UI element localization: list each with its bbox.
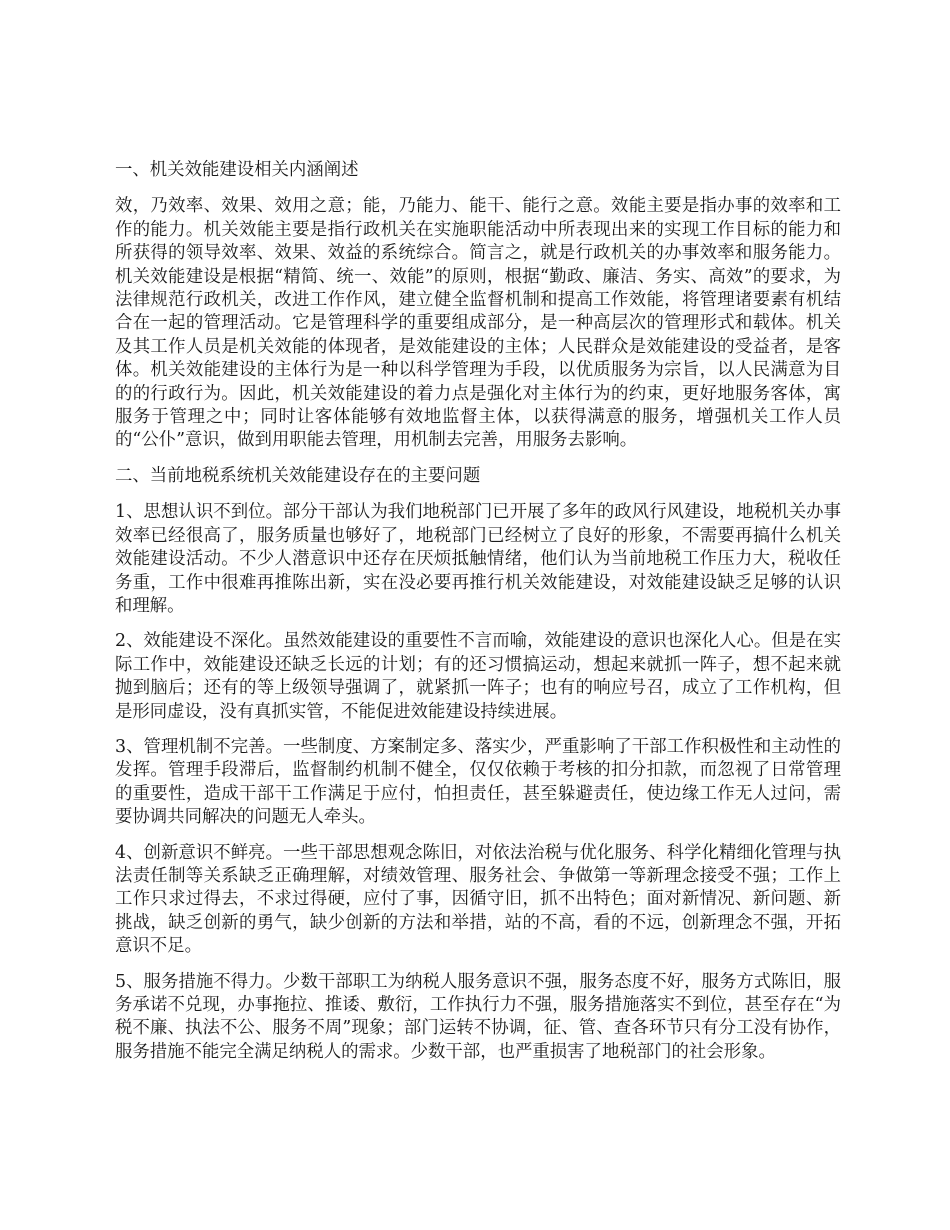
paragraph-problem-4: 4、创新意识不鲜亮。一些干部思想观念陈旧，对依法治税与优化服务、科学化精细化管理与执法责任制等关系缺乏正确理解，对绩效管理、服务社会、争做第一等新理念接受不强；工作上工作只求过得去，不求过得硬，应付了事，因循守旧，抓不出特色；面对新情况、新问题、新挑战，缺乏创新的勇气，缺少创新的方法和举措，站的不高，看的不远，创新理念不强，开拓意识不足。 <box>115 842 841 957</box>
paragraph-problem-1: 1、思想认识不到位。部分干部认为我们地税部门已开展了多年的政风行风建设，地税机关办事效率已经很高了，服务质量也够好了，地税部门已经树立了良好的形象，不需要再搞什么机关效能建设活动。不少人潜意识中还存在厌烦抵触情绪，他们认为当前地税工作压力大，税收任务重，工作中很难再推陈出新，实在没必要再推行机关效能建设，对效能建设缺乏足够的认识和理解。 <box>115 502 841 616</box>
section-heading-2: 二、当前地税系统机关效能建设存在的主要问题 <box>115 465 481 486</box>
document-body <box>115 159 841 1076</box>
paragraph-problem-3: 3、管理机制不完善。一些制度、方案制定多、落实少，严重影响了干部工作积极性和主动性的发挥。管理手段滞后，监督制约机制不健全，仅仅依赖于考核的扣分扣款，而忽视了日常管理的重要性，造成干部干工作满足于应付，怕担责任，甚至躲避责任，使边缘工作无人过问，需要协调共同解决的问题无人牵头。 <box>115 736 841 828</box>
section-heading-1: 一、机关效能建设相关内涵阐述 <box>115 160 359 180</box>
paragraph-problem-5: 5、服务措施不得力。少数干部职工为纳税人服务意识不强，服务态度不好，服务方式陈旧，服务承诺不兑现，办事拖拉、推诿、敷衍，工作执行力不强，服务措施落实不到位，甚至存在“为税不廉、执法不公、服务不周”现象；部门运转不协调，征、管、查各环节只有分工没有协作，服务措施不能完全满足纳税人的需求。少数干部，也严重损害了地税部门的社会形象。 <box>115 971 841 1062</box>
paragraph-efficiency-definition: 效，乃效率、效果、效用之意；能，乃能力、能干、能行之意。效能主要是指办事的效率和工作的能力。机关效能主要是指行政机关在实施职能活动中所表现出来的实现工作目标的能力和所获得的领导效率、效果、效益的系统综合。简言之，就是行政机关的办事效率和服务能力。机关效能建设是根据“精简、统一、效能”的原则，根据“勤政、廉洁、务实、高效”的要求，为法律规范行政机关，改进工作作风，建立健全监督机制和提高工作效能，将管理诸要素有机结合在一起的管理活动。它是管理科学的重要组成部分，是一种高层次的管理形式和载体。机关及其工作人员是机关效能的体现者，是效能建设的主体；人民群众是效能建设的受益者，是客体。机关效能建设的主体行为是一种以科学管理为手段，以优质服务为宗旨，以人民满意为目的的行政行为。因此，机关效能建设的着力点是强化对主体行为的约束，更好地服务客体，寓服务于管理之中；同时让客体能够有效地监督主体，以获得满意的服务，增强机关工作人员的“公仆”意识，做到用职能去管理，用机制去完善，用服务去影响。 <box>115 196 841 451</box>
paragraph-problem-2: 2、效能建设不深化。虽然效能建设的重要性不言而喻，效能建设的意识也深化人心。但是在实际工作中，效能建设还缺乏长远的计划；有的还习惯搞运动，想起来就抓一阵子，想不起来就抛到脑后；还有的等上级领导强调了，就紧抓一阵子；也有的响应号召，成立了工作机构，但是形同虚设，没有真抓实管，不能促进效能建设持续进展。 <box>115 631 841 722</box>
